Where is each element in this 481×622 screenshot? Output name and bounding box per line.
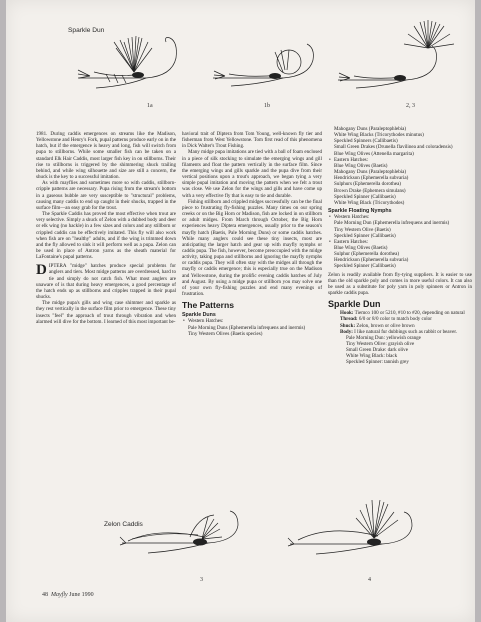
subheading-floating-nymphs: Sparkle Floating Nymphs — [328, 208, 392, 215]
list-item: Blue Wing Olives (Baetis) — [334, 162, 388, 169]
paragraph-text: IPTERA "midge" hatches produce special problems for anglers and tiers. Most midge patterns are overdressed, hard to tie and simply do not catch fish. What most anglers are unaware of is that during heavy emergences, a good percentage of the hatch ends up as stillborns and cripples trapped in their pupal shucks. — [36, 263, 176, 301]
figure-label-4: 4 — [368, 577, 371, 583]
figure-label-1a: 1a — [147, 103, 153, 109]
paragraph-dropcap — [36, 263, 176, 300]
recipe-color: Pale Morning Dun: yellowish orange — [346, 334, 421, 341]
list-item: Hendrickson (Ephemerella subvaria) — [334, 175, 409, 182]
subheading-sparkle-duns: Sparkle Duns — [182, 312, 216, 319]
hatch-list-western — [182, 318, 322, 336]
nymph-list — [328, 214, 472, 269]
list-item: Mahogany Duns (Paraleptophlebia) — [334, 126, 407, 132]
recipe-body — [328, 329, 472, 335]
list-item: Mahogany Duns (Paraleptophlebia) — [334, 169, 407, 176]
recipe-label: Hook: — [340, 310, 354, 317]
recipe-color: White Wing Black: black — [346, 353, 398, 360]
list-item: Small Green Drakes (Drunella flavilinea and coloradensis) — [334, 144, 453, 151]
recipe-value: I like natural fur dubbings such as rabbit or beaver. — [354, 328, 458, 335]
recipe-label: Shuck: — [340, 322, 356, 329]
paragraph: The midge pupa's gills and wing case shimmer and sparkle as they rest vertically in the surface film prior to emergence. These tiny insects "feel" the approach of trout through vibration and when alarmed will dive for the bottom. I learned of this most important be- — [36, 300, 176, 325]
issue-date: June 1990 — [69, 592, 94, 598]
list-item: Blue Wing Olives (Attenella margarita) — [334, 150, 414, 157]
section-heading-patterns: The Patterns — [182, 300, 235, 311]
figure-title-zelon-caddis: Zelon Caddis — [104, 521, 143, 528]
section-heading-sparkle-dun: Sparkle Dun — [328, 299, 381, 310]
figure-label-2-3: 2, 3 — [406, 103, 415, 109]
fly-illustration-2-3 — [336, 18, 466, 98]
figure-label-3: 3 — [200, 577, 203, 583]
hatch-region: • Eastern Hatches: — [328, 239, 472, 245]
list-item: Speckled Spinner (Callibaetis) — [334, 263, 396, 270]
hatch-region: • Eastern Hatches: — [328, 157, 472, 163]
list-item: Hendrickson (Ephemerella subvaria) — [334, 257, 409, 264]
article-column-2 — [182, 131, 322, 337]
recipe-label: Body: — [340, 328, 353, 335]
magazine-name: Mayfly — [51, 592, 68, 598]
hatch-region: • Western Hatches: — [182, 318, 322, 324]
fly-illustration-3 — [118, 497, 268, 567]
list-item: Pale Morning Duns (Ephemerella infrequens and inermis) — [188, 324, 306, 331]
paragraph: 1981. During caddis emergences on streams like the Madison, Yellowstone and Henry's Fork, pupal patterns produce early on in the hatch, but if the emergence is heavy and long, fish will switch from pupa to stillborns. While some smaller fish can be taken on a standard Elk Hair Caddis, most larger fish key in on stillborns. Their rise to stillborns is triggered by the shimmering shuck trailing behind, and while wing silhouette and size are still a concern, the shuck is the key to a successful imitation. — [36, 131, 176, 181]
recipe-color: Speckled Spinner: tannish grey — [346, 359, 409, 366]
list-item: Speckled Spinners (Callibaetis) — [334, 138, 398, 145]
page-footer — [42, 592, 94, 598]
article-column-1 — [36, 131, 176, 325]
paragraph: havioral trait of Diptera from Tom Young, well-known fly tier and fisherman from West Yellowstone. Tom first read of this phenomena in Dick Walter's Trout Fishing. — [182, 131, 322, 150]
article-column-3 — [328, 126, 472, 366]
recipe-value: Tiemco 100 or 5210, #10 to #20, depending on natural — [354, 310, 465, 317]
recipe-label: Thread: — [340, 316, 358, 323]
page-number: 48 — [42, 592, 48, 598]
recipe-value: Zelon, brown or olive brown — [356, 322, 415, 329]
list-item: Sulphurs (Ephemerella dorothea) — [334, 181, 401, 188]
hatch-region: • Western Hatches: — [328, 214, 472, 220]
list-item: Speckled Spinner (Callibaetis) — [334, 232, 396, 239]
paragraph: Fishing stillborn and crippled midges successfully can be the final piece to frustrating fly-fishing puzzles. Many times on our spring creeks or on the Big Horn or Madison, fish are locked in on stillborn or adult midges. From March through October, the Big Horn experiences heavy Diptera emergences, usually prior to the season's mayfly hatch (Baetis, Pale Morning Duns) or some caddis hatches. While many anglers could see these tiny insects, most are anticipating the larger hatch and gear up with mayfly nymphs or caddis pupa. The fish, however, become preoccupied with the midge activity, taking pupa and stillborns and ignoring the mayfly nymphs or caddis pupa. They will often stay with the midges all through the mayfly or caddis emergence; this is especially true on the Madison and Yellowstone, during the prolific evening caddis hatches of July and August. By using a midge pupa or stillborn you may solve one of your own fly-fishing puzzles and end many evenings of frustration. — [182, 198, 322, 298]
list-item: Blue Wing Olives (Baetis) — [334, 244, 388, 251]
fly-illustration-4 — [286, 490, 446, 570]
paragraph: Zelon is readily available from fly-tying suppliers. It is easier to use than the old sparkle poly and comes in more useful colors. It can also be used as a substitute for poly yarn in poly spinners or Antron in sparkle caddis pupa. — [328, 271, 472, 297]
dropcap-letter: D — [36, 262, 47, 279]
recipe-color: Tiny Western Olive: grayish olive — [346, 341, 415, 347]
figure-label-1b: 1b — [264, 103, 270, 109]
hatch-list-continued — [328, 126, 472, 206]
list-item: Brown Drake (Ephemera simulans) — [334, 187, 406, 194]
list-item: Speckled Spinner (Callibaetis) — [334, 193, 396, 200]
fly-illustration-1b — [211, 40, 321, 95]
fly-illustration-1a — [76, 28, 186, 98]
list-item: Tiny Western Olive (Baetis) — [334, 226, 391, 233]
paragraph: As with mayflies and sometimes more so with caddis, stillborn-cripple patterns are necessary. Pupa rising from the stream's bottom in a gaseous bubble are very susceptible to "structural" problems, causing many caddis to end up caught in their shucks, trapped in the surface film—an easy grab for the trout. — [36, 180, 176, 211]
list-item: Sulphur (Ephemerella dorothea) — [334, 251, 400, 258]
list-item: Tiny Western Olives (Baetis species) — [188, 330, 263, 337]
list-item: Pale Morning Dun (Ephemerella infrequens and inermis) — [334, 220, 450, 227]
recipe-color: Small Green Drake: dark olive — [346, 347, 408, 354]
figure-title-sparkle-dun: Sparkle Dun — [68, 27, 105, 34]
magazine-page — [6, 0, 475, 622]
paragraph: The Sparkle Caddis has proved the most effective when trout are very selective. Simply a shuck of Zelon with a dubbed body and deer or elk wing (no hackle) in a few sizes and colors and any stillborn or crippled caddis can be effectively imitated. This fly will also work when fish are on "healthy" adults, and if the wing is trimmed down and the fly allowed to sink it will perform well as a pupa. Zelon can be used in place of Antron yarns as the sheath material for LaFontaine's pupal patterns. — [36, 211, 176, 261]
list-item: White Wing Black (Tricorythodes) — [334, 199, 405, 206]
list-item: White Wing Blacks (Tricorythodes minutus) — [334, 132, 424, 139]
paragraph: Many midge pupa imitations are tied with a ball of foam enclosed in a piece of silk stocking to simulate the emerging wings and gill filaments and float the pattern vertically in the surface film. Since the emerging wings and gills sparkle and the pupa dive from their vertical positions upon a trout's approach, we began tying a very simple pupal imitation and moving the pattern when we felt a trout was close. We use Zelon for the wings and gills and have come up with a very effective fly that is easy to tie and durable. — [182, 149, 322, 199]
recipe-value: 6/0 or 8/0 color to match body color — [358, 316, 432, 323]
